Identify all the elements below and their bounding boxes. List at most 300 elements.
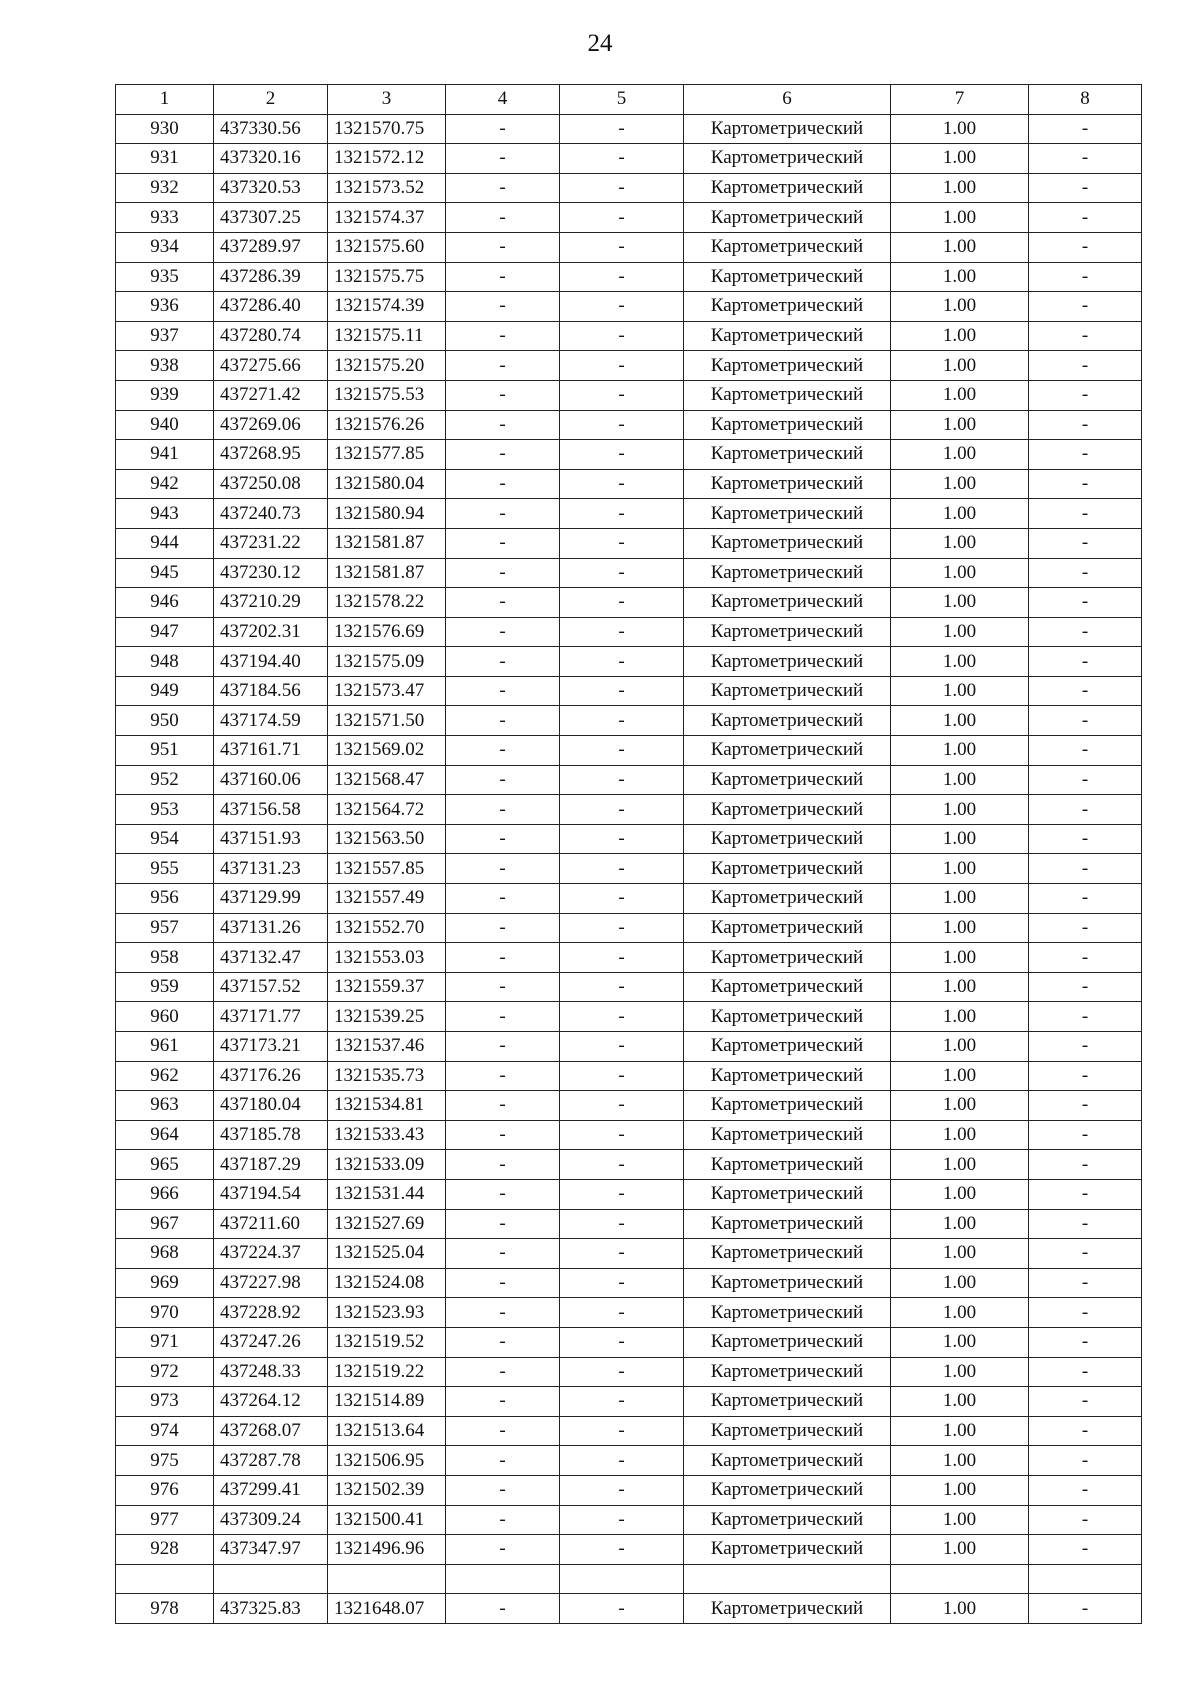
coordinate-x-cell: 437307.25 bbox=[214, 203, 328, 233]
point-number-cell: 976 bbox=[116, 1475, 214, 1505]
col-4-value-cell: - bbox=[446, 1446, 560, 1476]
coordinate-x-cell: 437227.98 bbox=[214, 1268, 328, 1298]
point-number-cell: 948 bbox=[116, 647, 214, 677]
coordinate-y-cell: 1321575.11 bbox=[328, 321, 446, 351]
col-5-value-cell: - bbox=[560, 913, 684, 943]
table-row bbox=[116, 440, 1142, 470]
table-row bbox=[116, 1327, 1142, 1357]
col-5-value-cell: - bbox=[560, 1475, 684, 1505]
col-5-value-cell: - bbox=[560, 1209, 684, 1239]
point-number-cell: 946 bbox=[116, 588, 214, 618]
col-8-value-cell: - bbox=[1029, 1475, 1142, 1505]
col-5-value-cell: - bbox=[560, 469, 684, 499]
method-cell: Картометрический bbox=[684, 1179, 891, 1209]
col-8-value-cell: - bbox=[1029, 1327, 1142, 1357]
table-row bbox=[116, 558, 1142, 588]
col-4-value-cell: - bbox=[446, 292, 560, 322]
col-5-value-cell: - bbox=[560, 1002, 684, 1032]
point-number-cell: 951 bbox=[116, 736, 214, 766]
accuracy-cell: 1.00 bbox=[891, 1268, 1029, 1298]
col-5-value-cell: - bbox=[560, 1505, 684, 1535]
coordinate-x-cell: 437171.77 bbox=[214, 1002, 328, 1032]
coordinate-y-cell: 1321575.75 bbox=[328, 262, 446, 292]
col-5-value-cell: - bbox=[560, 1327, 684, 1357]
coordinate-y-cell: 1321527.69 bbox=[328, 1209, 446, 1239]
col-5-value-cell: - bbox=[560, 292, 684, 322]
col-4-value-cell: - bbox=[446, 232, 560, 262]
table-row bbox=[116, 114, 1142, 144]
col-4-value-cell: - bbox=[446, 1120, 560, 1150]
column-header: 5 bbox=[560, 85, 684, 115]
col-8-value-cell: - bbox=[1029, 1209, 1142, 1239]
col-4-value-cell: - bbox=[446, 1150, 560, 1180]
table-row bbox=[116, 469, 1142, 499]
column-header: 7 bbox=[891, 85, 1029, 115]
point-number-cell: 971 bbox=[116, 1327, 214, 1357]
coordinate-x-cell: 437210.29 bbox=[214, 588, 328, 618]
coordinate-x-cell: 437157.52 bbox=[214, 972, 328, 1002]
coordinate-y-cell: 1321506.95 bbox=[328, 1446, 446, 1476]
coordinate-x-cell: 437180.04 bbox=[214, 1091, 328, 1121]
point-number-cell: 935 bbox=[116, 262, 214, 292]
col-5-value-cell: - bbox=[560, 1416, 684, 1446]
table-row bbox=[116, 913, 1142, 943]
col-8-value-cell: - bbox=[1029, 321, 1142, 351]
table-row bbox=[116, 351, 1142, 381]
accuracy-cell: 1.00 bbox=[891, 144, 1029, 174]
col-5-value-cell: - bbox=[560, 1061, 684, 1091]
col-5-value-cell: - bbox=[560, 1446, 684, 1476]
coordinate-x-cell: 437131.23 bbox=[214, 854, 328, 884]
point-number-cell: 955 bbox=[116, 854, 214, 884]
table-row bbox=[116, 1505, 1142, 1535]
col-8-value-cell: - bbox=[1029, 1150, 1142, 1180]
col-8-value-cell: - bbox=[1029, 1179, 1142, 1209]
col-4-value-cell: - bbox=[446, 1061, 560, 1091]
coordinate-y-cell: 1321553.03 bbox=[328, 943, 446, 973]
table-row bbox=[116, 528, 1142, 558]
col-8-value-cell: - bbox=[1029, 558, 1142, 588]
method-cell: Картометрический bbox=[684, 676, 891, 706]
coordinate-x-cell: 437289.97 bbox=[214, 232, 328, 262]
table-row bbox=[116, 1209, 1142, 1239]
point-number-cell: 978 bbox=[116, 1594, 214, 1624]
coordinate-x-cell: 437230.12 bbox=[214, 558, 328, 588]
accuracy-cell: 1.00 bbox=[891, 1416, 1029, 1446]
table-body bbox=[116, 114, 1142, 1623]
col-4-value-cell: - bbox=[446, 1594, 560, 1624]
accuracy-cell: 1.00 bbox=[891, 588, 1029, 618]
col-5-value-cell: - bbox=[560, 410, 684, 440]
coordinate-x-cell: 437194.40 bbox=[214, 647, 328, 677]
coordinate-x-cell: 437275.66 bbox=[214, 351, 328, 381]
col-8-value-cell: - bbox=[1029, 676, 1142, 706]
col-8-value-cell: - bbox=[1029, 795, 1142, 825]
column-header: 2 bbox=[214, 85, 328, 115]
col-4-value-cell: - bbox=[446, 380, 560, 410]
table-row bbox=[116, 1475, 1142, 1505]
col-5-value-cell: - bbox=[560, 1032, 684, 1062]
table-row bbox=[116, 1416, 1142, 1446]
col-8-value-cell: - bbox=[1029, 232, 1142, 262]
col-5-value-cell: - bbox=[560, 676, 684, 706]
accuracy-cell: 1.00 bbox=[891, 1032, 1029, 1062]
accuracy-cell: 1.00 bbox=[891, 410, 1029, 440]
col-5-value-cell: - bbox=[560, 1150, 684, 1180]
table-row bbox=[116, 943, 1142, 973]
col-5-value-cell: - bbox=[560, 321, 684, 351]
column-header: 6 bbox=[684, 85, 891, 115]
method-cell: Картометрический bbox=[684, 1209, 891, 1239]
point-number-cell: 934 bbox=[116, 232, 214, 262]
table-row bbox=[116, 499, 1142, 529]
method-cell: Картометрический bbox=[684, 528, 891, 558]
col-5-value-cell: - bbox=[560, 765, 684, 795]
accuracy-cell: 1.00 bbox=[891, 1357, 1029, 1387]
coordinate-y-cell: 1321581.87 bbox=[328, 528, 446, 558]
method-cell: Картометрический bbox=[684, 558, 891, 588]
table-row bbox=[116, 1298, 1142, 1328]
col-8-value-cell: - bbox=[1029, 380, 1142, 410]
method-cell: Картометрический bbox=[684, 292, 891, 322]
method-cell: Картометрический bbox=[684, 203, 891, 233]
col-8-value-cell: - bbox=[1029, 114, 1142, 144]
table-row bbox=[116, 824, 1142, 854]
col-4-value-cell: - bbox=[446, 558, 560, 588]
method-cell: Картометрический bbox=[684, 765, 891, 795]
point-number-cell: 960 bbox=[116, 1002, 214, 1032]
col-4-value-cell: - bbox=[446, 1032, 560, 1062]
point-number-cell: 952 bbox=[116, 765, 214, 795]
coordinate-y-cell: 1321571.50 bbox=[328, 706, 446, 736]
method-cell: Картометрический bbox=[684, 1327, 891, 1357]
point-number-cell: 953 bbox=[116, 795, 214, 825]
method-cell: Картометрический bbox=[684, 1298, 891, 1328]
coordinate-y-cell: 1321577.85 bbox=[328, 440, 446, 470]
method-cell: Картометрический bbox=[684, 321, 891, 351]
method-cell: Картометрический bbox=[684, 144, 891, 174]
accuracy-cell: 1.00 bbox=[891, 1002, 1029, 1032]
coordinate-x-cell: 437268.07 bbox=[214, 1416, 328, 1446]
point-number-cell: 974 bbox=[116, 1416, 214, 1446]
coordinate-x-cell: 437330.56 bbox=[214, 114, 328, 144]
col-8-value-cell: - bbox=[1029, 824, 1142, 854]
table-row bbox=[116, 1357, 1142, 1387]
col-4-value-cell: - bbox=[446, 795, 560, 825]
col-4-value-cell: - bbox=[446, 824, 560, 854]
point-number-cell: 958 bbox=[116, 943, 214, 973]
coordinate-y-cell: 1321576.26 bbox=[328, 410, 446, 440]
coordinate-x-cell: 437264.12 bbox=[214, 1387, 328, 1417]
table-row bbox=[116, 588, 1142, 618]
method-cell: Картометрический bbox=[684, 1120, 891, 1150]
coordinate-x-cell: 437286.39 bbox=[214, 262, 328, 292]
point-number-cell: 966 bbox=[116, 1179, 214, 1209]
table-row bbox=[116, 676, 1142, 706]
point-number-cell: 947 bbox=[116, 617, 214, 647]
col-5-value-cell: - bbox=[560, 262, 684, 292]
table-row bbox=[116, 1564, 1142, 1594]
point-number-cell: 954 bbox=[116, 824, 214, 854]
point-number-cell: 964 bbox=[116, 1120, 214, 1150]
col-8-value-cell: - bbox=[1029, 528, 1142, 558]
coordinate-y-cell: 1321580.04 bbox=[328, 469, 446, 499]
col-5-value-cell: - bbox=[560, 972, 684, 1002]
point-number-cell: 977 bbox=[116, 1505, 214, 1535]
coordinate-x-cell: 437176.26 bbox=[214, 1061, 328, 1091]
coordinate-x-cell: 437320.53 bbox=[214, 173, 328, 203]
col-8-value-cell: - bbox=[1029, 1357, 1142, 1387]
col-8-value-cell: - bbox=[1029, 972, 1142, 1002]
coordinate-x-cell: 437132.47 bbox=[214, 943, 328, 973]
accuracy-cell: 1.00 bbox=[891, 232, 1029, 262]
col-4-value-cell: - bbox=[446, 528, 560, 558]
method-cell: Картометрический bbox=[684, 380, 891, 410]
col-4-value-cell: - bbox=[446, 173, 560, 203]
accuracy-cell: 1.00 bbox=[891, 1298, 1029, 1328]
col-5-value-cell: - bbox=[560, 1535, 684, 1565]
col-4-value-cell: - bbox=[446, 884, 560, 914]
col-4-value-cell: - bbox=[446, 499, 560, 529]
col-5-value-cell: - bbox=[560, 380, 684, 410]
col-4-value-cell: - bbox=[446, 706, 560, 736]
col-4-value-cell: - bbox=[446, 854, 560, 884]
coordinate-y-cell: 1321568.47 bbox=[328, 765, 446, 795]
col-8-value-cell: - bbox=[1029, 440, 1142, 470]
col-5-value-cell: - bbox=[560, 499, 684, 529]
col-5-value-cell: - bbox=[560, 824, 684, 854]
col-8-value-cell: - bbox=[1029, 1298, 1142, 1328]
point-number-cell: 949 bbox=[116, 676, 214, 706]
method-cell: Картометрический bbox=[684, 736, 891, 766]
coordinate-x-cell bbox=[214, 1564, 328, 1594]
accuracy-cell: 1.00 bbox=[891, 1120, 1029, 1150]
table-row bbox=[116, 765, 1142, 795]
coordinate-y-cell: 1321535.73 bbox=[328, 1061, 446, 1091]
coordinate-x-cell: 437250.08 bbox=[214, 469, 328, 499]
accuracy-cell: 1.00 bbox=[891, 1061, 1029, 1091]
col-4-value-cell: - bbox=[446, 1209, 560, 1239]
point-number-cell: 959 bbox=[116, 972, 214, 1002]
method-cell: Картометрический bbox=[684, 706, 891, 736]
coordinate-y-cell: 1321514.89 bbox=[328, 1387, 446, 1417]
accuracy-cell: 1.00 bbox=[891, 351, 1029, 381]
col-5-value-cell: - bbox=[560, 351, 684, 381]
col-5-value-cell: - bbox=[560, 528, 684, 558]
method-cell: Картометрический bbox=[684, 972, 891, 1002]
col-8-value-cell: - bbox=[1029, 144, 1142, 174]
col-4-value-cell: - bbox=[446, 1002, 560, 1032]
method-cell: Картометрический bbox=[684, 588, 891, 618]
table-row bbox=[116, 1179, 1142, 1209]
coordinate-x-cell: 437228.92 bbox=[214, 1298, 328, 1328]
coordinate-x-cell: 437173.21 bbox=[214, 1032, 328, 1062]
col-8-value-cell: - bbox=[1029, 854, 1142, 884]
point-number-cell: 942 bbox=[116, 469, 214, 499]
coordinate-y-cell: 1321537.46 bbox=[328, 1032, 446, 1062]
col-8-value-cell: - bbox=[1029, 1120, 1142, 1150]
point-number-cell: 973 bbox=[116, 1387, 214, 1417]
coordinate-x-cell: 437131.26 bbox=[214, 913, 328, 943]
accuracy-cell: 1.00 bbox=[891, 469, 1029, 499]
coordinate-y-cell: 1321573.52 bbox=[328, 173, 446, 203]
col-8-value-cell: - bbox=[1029, 1535, 1142, 1565]
method-cell: Картометрический bbox=[684, 262, 891, 292]
col-5-value-cell: - bbox=[560, 1268, 684, 1298]
accuracy-cell: 1.00 bbox=[891, 262, 1029, 292]
col-8-value-cell: - bbox=[1029, 588, 1142, 618]
point-number-cell: 956 bbox=[116, 884, 214, 914]
col-8-value-cell: - bbox=[1029, 203, 1142, 233]
point-number-cell: 963 bbox=[116, 1091, 214, 1121]
table-row bbox=[116, 1032, 1142, 1062]
table-row bbox=[116, 884, 1142, 914]
col-8-value-cell: - bbox=[1029, 262, 1142, 292]
col-5-value-cell: - bbox=[560, 440, 684, 470]
accuracy-cell bbox=[891, 1564, 1029, 1594]
col-5-value-cell: - bbox=[560, 795, 684, 825]
method-cell: Картометрический bbox=[684, 499, 891, 529]
col-5-value-cell: - bbox=[560, 1091, 684, 1121]
accuracy-cell: 1.00 bbox=[891, 795, 1029, 825]
point-number-cell: 972 bbox=[116, 1357, 214, 1387]
accuracy-cell: 1.00 bbox=[891, 114, 1029, 144]
accuracy-cell: 1.00 bbox=[891, 1387, 1029, 1417]
accuracy-cell: 1.00 bbox=[891, 736, 1029, 766]
coordinate-x-cell: 437194.54 bbox=[214, 1179, 328, 1209]
coordinate-x-cell: 437240.73 bbox=[214, 499, 328, 529]
col-8-value-cell: - bbox=[1029, 706, 1142, 736]
method-cell: Картометрический bbox=[684, 1475, 891, 1505]
col-8-value-cell: - bbox=[1029, 410, 1142, 440]
coordinate-y-cell: 1321575.53 bbox=[328, 380, 446, 410]
col-5-value-cell: - bbox=[560, 144, 684, 174]
col-8-value-cell: - bbox=[1029, 1061, 1142, 1091]
method-cell: Картометрический bbox=[684, 1032, 891, 1062]
method-cell: Картометрический bbox=[684, 854, 891, 884]
method-cell: Картометрический bbox=[684, 351, 891, 381]
table-row bbox=[116, 144, 1142, 174]
coordinate-x-cell: 437202.31 bbox=[214, 617, 328, 647]
coordinate-x-cell: 437156.58 bbox=[214, 795, 328, 825]
point-number-cell bbox=[116, 1564, 214, 1594]
col-4-value-cell: - bbox=[446, 440, 560, 470]
coordinate-y-cell: 1321559.37 bbox=[328, 972, 446, 1002]
col-8-value-cell: - bbox=[1029, 765, 1142, 795]
coordinate-x-cell: 437161.71 bbox=[214, 736, 328, 766]
coordinate-x-cell: 437224.37 bbox=[214, 1239, 328, 1269]
col-5-value-cell: - bbox=[560, 1120, 684, 1150]
col-5-value-cell: - bbox=[560, 943, 684, 973]
coordinate-y-cell: 1321524.08 bbox=[328, 1268, 446, 1298]
col-4-value-cell: - bbox=[446, 676, 560, 706]
method-cell: Картометрический bbox=[684, 913, 891, 943]
coordinate-y-cell: 1321496.96 bbox=[328, 1535, 446, 1565]
coordinate-x-cell: 437287.78 bbox=[214, 1446, 328, 1476]
accuracy-cell: 1.00 bbox=[891, 706, 1029, 736]
table-row bbox=[116, 706, 1142, 736]
accuracy-cell: 1.00 bbox=[891, 647, 1029, 677]
coordinate-x-cell: 437269.06 bbox=[214, 410, 328, 440]
coordinate-y-cell: 1321648.07 bbox=[328, 1594, 446, 1624]
accuracy-cell: 1.00 bbox=[891, 440, 1029, 470]
col-5-value-cell: - bbox=[560, 854, 684, 884]
col-8-value-cell: - bbox=[1029, 1032, 1142, 1062]
coordinate-y-cell: 1321519.52 bbox=[328, 1327, 446, 1357]
col-4-value-cell: - bbox=[446, 1327, 560, 1357]
method-cell: Картометрический bbox=[684, 232, 891, 262]
method-cell bbox=[684, 1564, 891, 1594]
method-cell: Картометрический bbox=[684, 173, 891, 203]
point-number-cell: 967 bbox=[116, 1209, 214, 1239]
coordinate-y-cell: 1321519.22 bbox=[328, 1357, 446, 1387]
col-5-value-cell: - bbox=[560, 1239, 684, 1269]
method-cell: Картометрический bbox=[684, 440, 891, 470]
coordinate-y-cell: 1321576.69 bbox=[328, 617, 446, 647]
col-4-value-cell: - bbox=[446, 1416, 560, 1446]
accuracy-cell: 1.00 bbox=[891, 528, 1029, 558]
accuracy-cell: 1.00 bbox=[891, 292, 1029, 322]
col-8-value-cell: - bbox=[1029, 292, 1142, 322]
col-8-value-cell bbox=[1029, 1564, 1142, 1594]
col-4-value-cell: - bbox=[446, 647, 560, 677]
col-8-value-cell: - bbox=[1029, 913, 1142, 943]
table-row bbox=[116, 410, 1142, 440]
col-4-value-cell: - bbox=[446, 1179, 560, 1209]
table-row bbox=[116, 1387, 1142, 1417]
coordinate-y-cell: 1321552.70 bbox=[328, 913, 446, 943]
method-cell: Картометрический bbox=[684, 884, 891, 914]
coordinate-y-cell: 1321533.09 bbox=[328, 1150, 446, 1180]
point-number-cell: 975 bbox=[116, 1446, 214, 1476]
accuracy-cell: 1.00 bbox=[891, 1535, 1029, 1565]
table-row bbox=[116, 1268, 1142, 1298]
col-4-value-cell: - bbox=[446, 203, 560, 233]
coordinate-y-cell: 1321572.12 bbox=[328, 144, 446, 174]
point-number-cell: 944 bbox=[116, 528, 214, 558]
col-4-value-cell: - bbox=[446, 410, 560, 440]
table-row bbox=[116, 232, 1142, 262]
method-cell: Картометрический bbox=[684, 1002, 891, 1032]
coordinate-y-cell: 1321539.25 bbox=[328, 1002, 446, 1032]
table-row bbox=[116, 321, 1142, 351]
table-row bbox=[116, 1535, 1142, 1565]
accuracy-cell: 1.00 bbox=[891, 321, 1029, 351]
point-number-cell: 957 bbox=[116, 913, 214, 943]
col-4-value-cell: - bbox=[446, 1091, 560, 1121]
col-4-value-cell: - bbox=[446, 1357, 560, 1387]
col-8-value-cell: - bbox=[1029, 1505, 1142, 1535]
table-row bbox=[116, 262, 1142, 292]
coordinate-y-cell: 1321573.47 bbox=[328, 676, 446, 706]
col-4-value-cell: - bbox=[446, 1268, 560, 1298]
col-4-value-cell: - bbox=[446, 1387, 560, 1417]
col-5-value-cell: - bbox=[560, 1594, 684, 1624]
col-8-value-cell: - bbox=[1029, 1387, 1142, 1417]
table-row bbox=[116, 1594, 1142, 1624]
coordinate-y-cell: 1321575.09 bbox=[328, 647, 446, 677]
accuracy-cell: 1.00 bbox=[891, 558, 1029, 588]
coordinate-x-cell: 437248.33 bbox=[214, 1357, 328, 1387]
table-row bbox=[116, 1002, 1142, 1032]
accuracy-cell: 1.00 bbox=[891, 765, 1029, 795]
point-number-cell: 932 bbox=[116, 173, 214, 203]
point-number-cell: 937 bbox=[116, 321, 214, 351]
point-number-cell: 969 bbox=[116, 1268, 214, 1298]
point-number-cell: 936 bbox=[116, 292, 214, 322]
coordinate-y-cell bbox=[328, 1564, 446, 1594]
coordinate-x-cell: 437271.42 bbox=[214, 380, 328, 410]
